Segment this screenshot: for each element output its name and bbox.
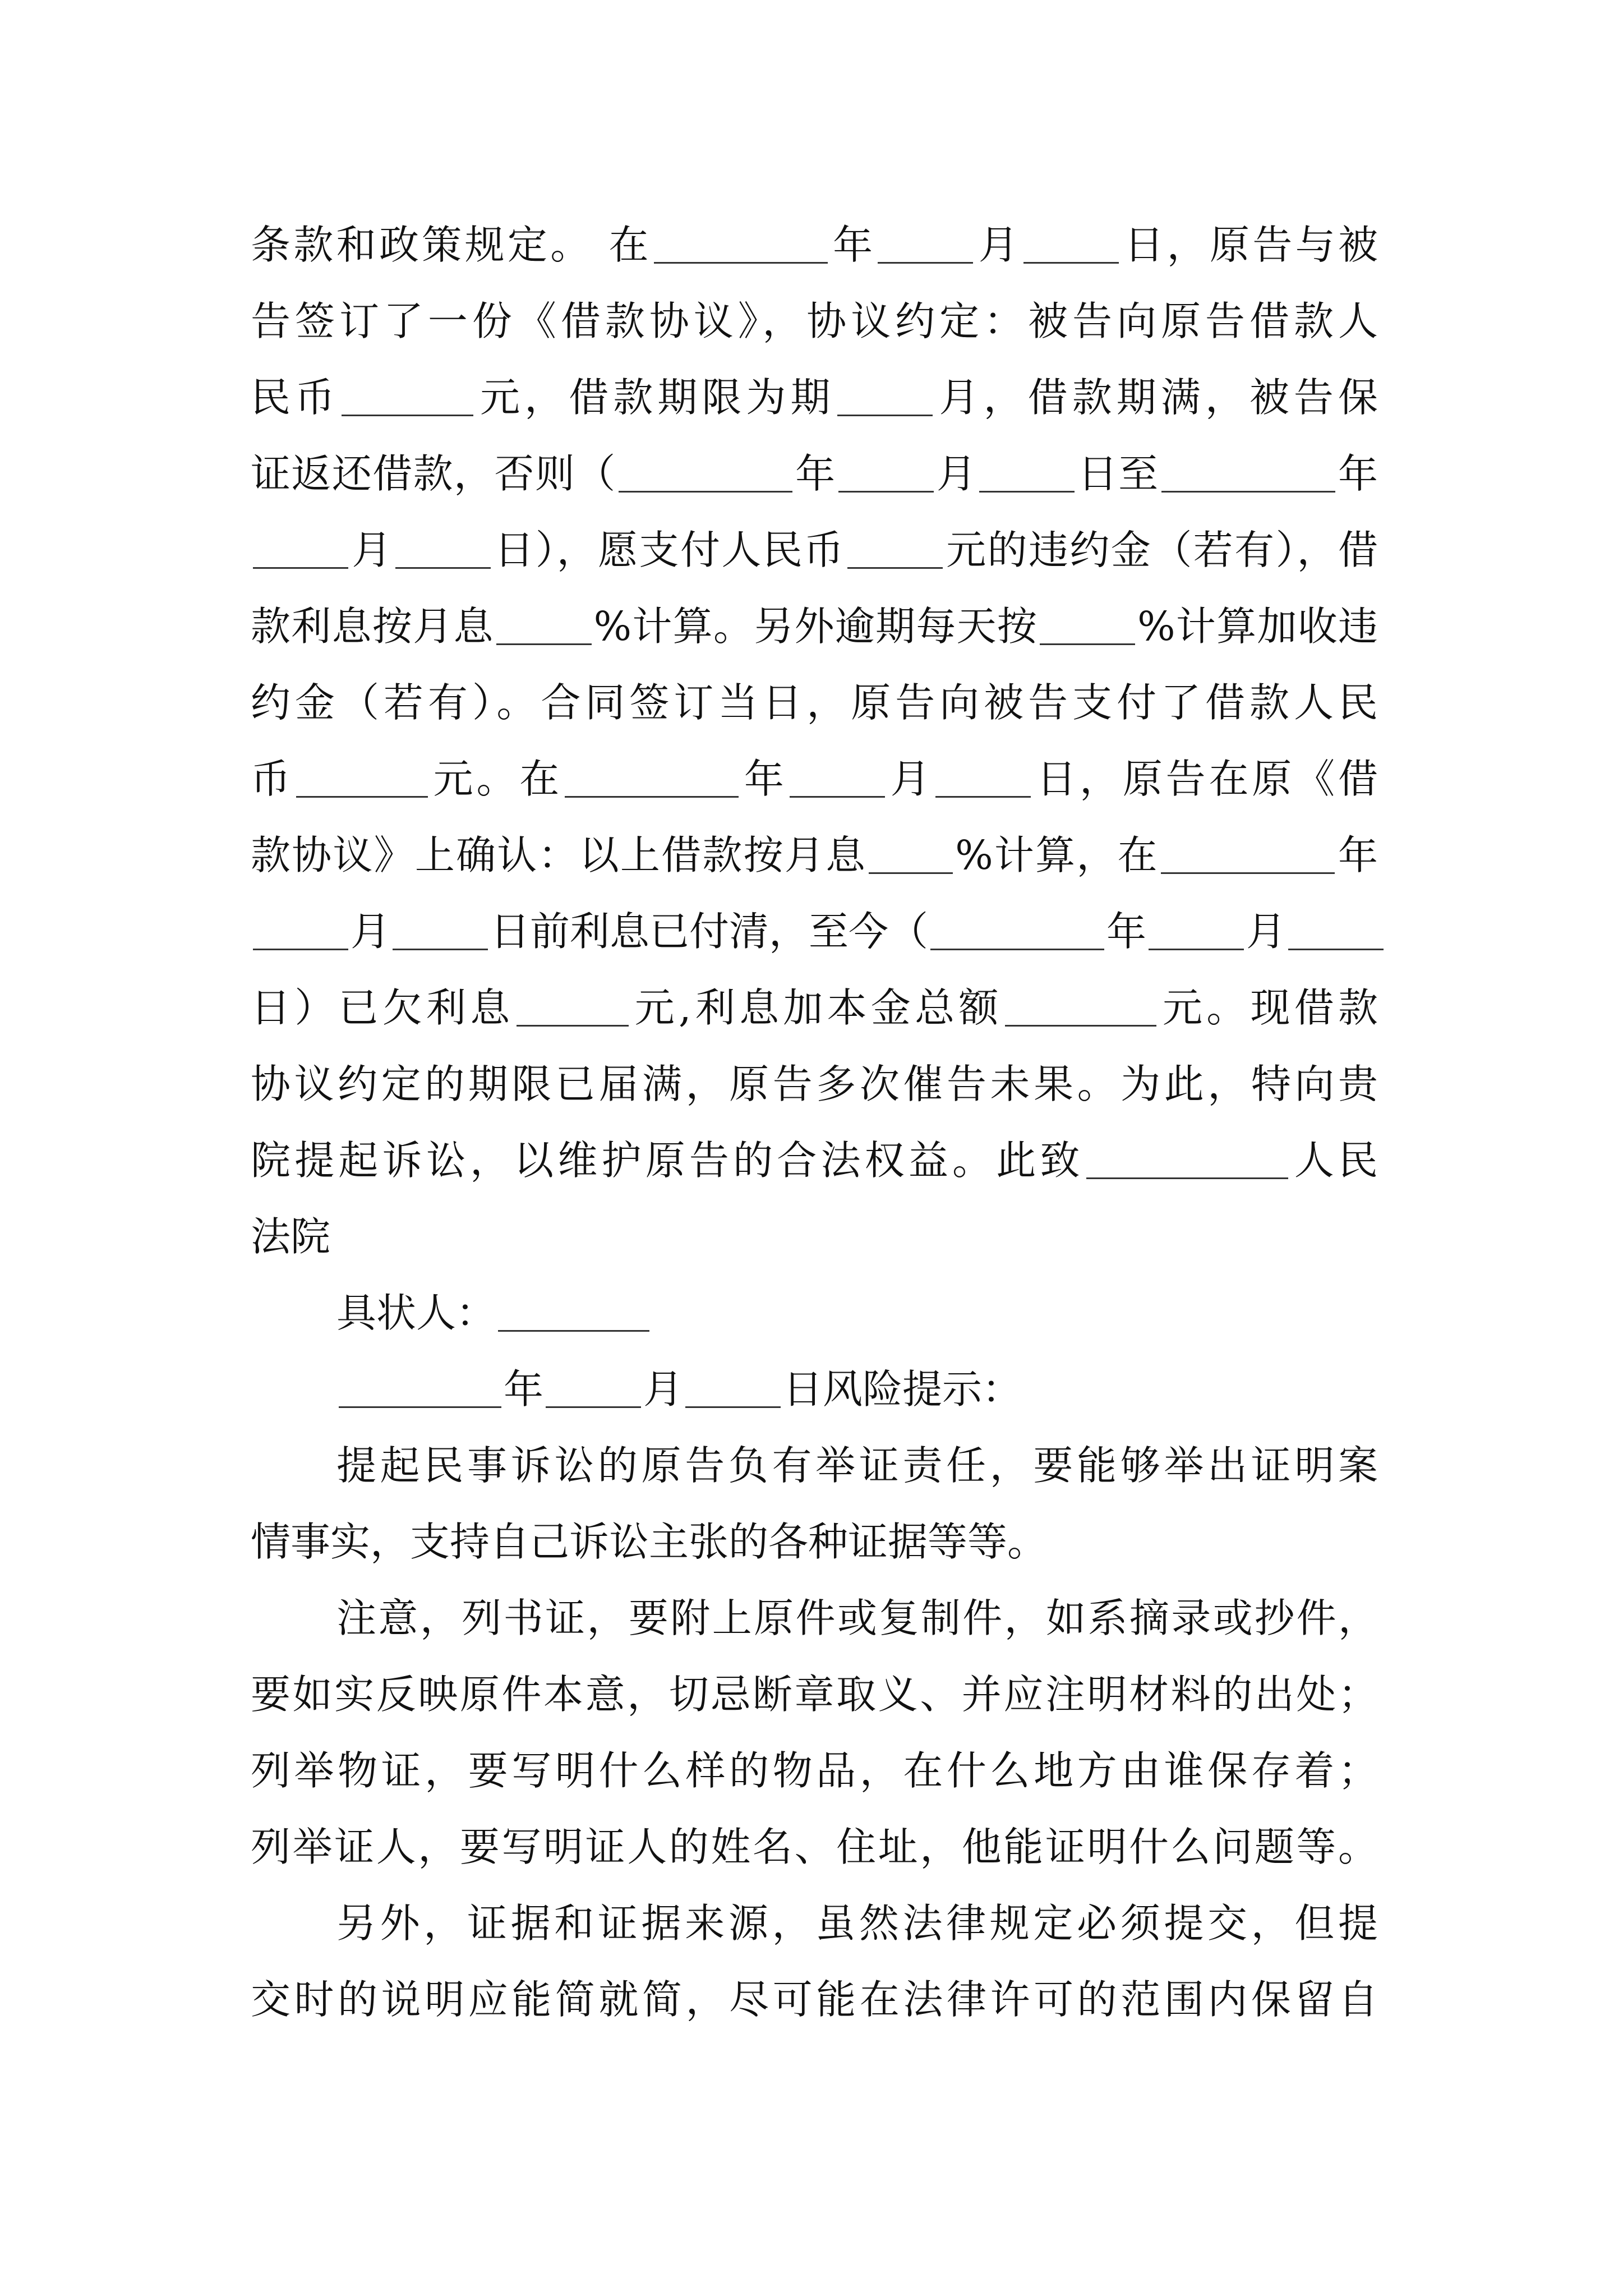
text-segment: 月 xyxy=(1246,908,1287,955)
text-segment: %计算。另外逾期每天按 xyxy=(593,603,1038,650)
text-line xyxy=(251,214,1378,276)
text-segment: 另外，证据和证据来源，虽然法律规定必须提交，但提 xyxy=(336,1900,1378,1947)
fill-in-blank[interactable] xyxy=(339,1370,501,1408)
text-line xyxy=(251,901,1378,963)
text-segment: 注意，列书证，要附上原件或复制件，如系摘录或抄件， xyxy=(336,1595,1378,1641)
fill-in-blank[interactable] xyxy=(979,455,1075,493)
text-segment: 要如实反映原件本意，切忌断章取义、并应注明材料的出处； xyxy=(251,1671,1378,1718)
text-segment: 人民 xyxy=(1290,1137,1378,1184)
text-segment: 法院 xyxy=(251,1213,331,1260)
fill-in-blank[interactable] xyxy=(838,455,934,493)
text-segment: 日），愿支付人民币 xyxy=(492,527,845,573)
text-segment: 日，原告在原《借 xyxy=(1033,756,1378,802)
fill-in-blank[interactable] xyxy=(878,226,973,264)
text-segment: 日至 xyxy=(1077,450,1159,497)
fill-in-blank[interactable] xyxy=(619,455,792,493)
fill-in-blank[interactable] xyxy=(930,913,1104,950)
text-segment: 年 xyxy=(794,450,836,497)
text-segment: 年 xyxy=(1106,908,1147,955)
fill-in-blank[interactable] xyxy=(869,836,953,874)
text-line xyxy=(336,1359,1378,1420)
fill-in-blank[interactable] xyxy=(342,379,473,416)
text-segment: 款协议》上确认：以上借款按月息 xyxy=(251,832,867,878)
text-segment: 情事实，支持自己诉讼主张的各种证据等等。 xyxy=(251,1519,1048,1565)
text-segment: 证返还借款，否则（ xyxy=(251,450,616,497)
text-segment: 年 xyxy=(829,222,876,268)
text-line xyxy=(251,367,1378,429)
fill-in-blank[interactable] xyxy=(498,1294,649,1332)
text-segment: 交时的说明应能简就简，尽可能在法律许可的范围内保留自 xyxy=(251,1976,1378,2023)
fill-in-blank[interactable] xyxy=(837,379,933,416)
text-segment: 月 xyxy=(887,756,934,802)
text-segment: 提起民事诉讼的原告负有举证责任，要能够举出证明案 xyxy=(336,1442,1378,1489)
fill-in-blank[interactable] xyxy=(685,1370,781,1408)
text-line xyxy=(251,977,1378,1039)
text-segment: 告签订了一份《借款协议》，协议约定：被告向原告借款人 xyxy=(251,298,1378,344)
fill-in-blank[interactable] xyxy=(517,989,629,1027)
text-segment: 协议约定的期限已届满，原告多次催告未果。为此，特向贵 xyxy=(251,1061,1378,1107)
text-line xyxy=(251,1206,1378,1268)
fill-in-blank[interactable] xyxy=(935,760,1031,798)
text-segment: 款利息按月息 xyxy=(251,603,494,650)
fill-in-blank[interactable] xyxy=(395,531,491,569)
fill-in-blank[interactable] xyxy=(1086,1142,1288,1179)
fill-in-blank[interactable] xyxy=(546,1370,641,1408)
text-segment: 元。现借款 xyxy=(1158,984,1378,1031)
text-segment: 日）已欠利息 xyxy=(251,984,514,1031)
fill-in-blank[interactable] xyxy=(1040,608,1135,645)
fill-in-blank[interactable] xyxy=(496,608,592,645)
text-segment: 月 xyxy=(935,450,978,497)
text-segment: 元,利息加本金总额 xyxy=(630,984,1003,1031)
text-segment: 日风险提示： xyxy=(783,1366,1022,1412)
text-segment: 年 xyxy=(504,1366,544,1412)
text-segment: 约金（若有）。合同签订当日，原告向被告支付了借款人民 xyxy=(251,679,1378,726)
fill-in-blank[interactable] xyxy=(847,531,943,569)
text-segment: 日，原告与被 xyxy=(1121,222,1378,268)
fill-in-blank[interactable] xyxy=(1288,913,1384,950)
text-segment: 院提起诉讼，以维护原告的合法权益。此致 xyxy=(251,1137,1084,1184)
fill-in-blank[interactable] xyxy=(253,531,348,569)
text-line xyxy=(251,1130,1378,1191)
text-line xyxy=(251,1511,1378,1573)
text-segment: 元的违约金（若有），借 xyxy=(944,527,1378,573)
fill-in-blank[interactable] xyxy=(1005,989,1156,1027)
text-segment: 列举证人，要写明证人的姓名、住址，他能证明什么问题等。 xyxy=(251,1824,1378,1870)
fill-in-blank[interactable] xyxy=(565,760,739,798)
fill-in-blank[interactable] xyxy=(654,226,828,264)
text-segment: 元。在 xyxy=(430,756,563,802)
text-line xyxy=(336,1282,1378,1344)
text-segment: 月 xyxy=(351,527,393,573)
text-segment: %计算，在 xyxy=(955,832,1159,878)
fill-in-blank[interactable] xyxy=(1023,226,1119,264)
fill-in-blank[interactable] xyxy=(1161,836,1335,874)
text-segment: 月 xyxy=(643,1366,684,1412)
text-line xyxy=(251,1664,1378,1726)
text-segment: 列举物证，要写明什么样的物品，在什么地方由谁保存着； xyxy=(251,1747,1378,1794)
text-segment: 日前利息已付清，至今（ xyxy=(490,908,929,955)
text-line xyxy=(251,1816,1378,1878)
text-line xyxy=(251,443,1378,505)
text-segment: 年 xyxy=(1336,832,1378,878)
text-segment: 具状人： xyxy=(336,1290,496,1336)
fill-in-blank[interactable] xyxy=(296,760,428,798)
text-line xyxy=(251,291,1378,352)
text-line xyxy=(336,1893,1378,1954)
text-line xyxy=(251,596,1378,657)
text-line xyxy=(251,825,1378,886)
text-segment: 年 xyxy=(1337,450,1378,497)
text-segment: 条款和政策规定。 在 xyxy=(251,222,652,268)
text-line xyxy=(251,519,1378,581)
fill-in-blank[interactable] xyxy=(790,760,885,798)
text-line xyxy=(251,1969,1378,2031)
text-segment: 月 xyxy=(351,908,391,955)
text-line xyxy=(336,1588,1378,1649)
text-line xyxy=(251,1740,1378,1802)
text-segment: 月 xyxy=(975,222,1022,268)
text-line xyxy=(336,1435,1378,1497)
text-segment: 年 xyxy=(741,756,787,802)
text-line xyxy=(251,672,1378,734)
fill-in-blank[interactable] xyxy=(253,913,348,950)
text-segment: 民币 xyxy=(251,374,340,421)
text-segment: 币 xyxy=(251,756,294,802)
text-segment: 月，借款期满，被告保 xyxy=(934,374,1378,421)
fill-in-blank[interactable] xyxy=(393,913,488,950)
text-segment: %计算加收违 xyxy=(1137,603,1378,650)
text-segment: 元，借款期限为期 xyxy=(476,374,835,421)
text-line xyxy=(251,748,1378,810)
text-line xyxy=(251,1053,1378,1115)
fill-in-blank[interactable] xyxy=(1149,913,1244,950)
fill-in-blank[interactable] xyxy=(1161,455,1335,493)
